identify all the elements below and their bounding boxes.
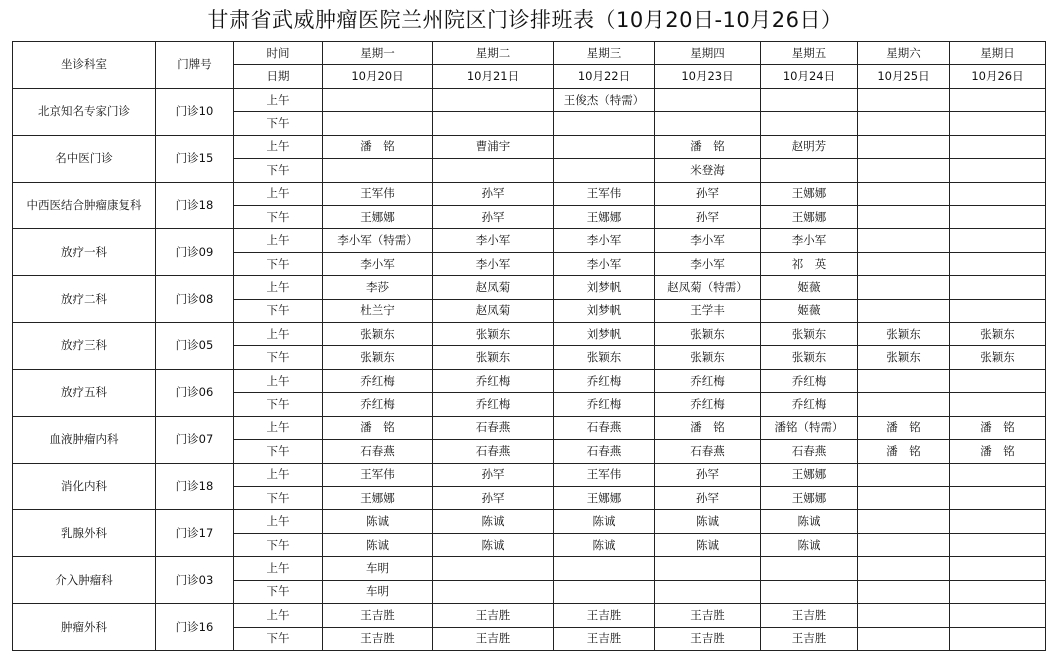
schedule-body	[13, 42, 1046, 651]
doctor-cell	[950, 229, 1046, 252]
session-label: 上午	[234, 135, 323, 158]
doctor-cell	[858, 580, 950, 603]
doctor-cell: 陈诚	[761, 510, 858, 533]
doctor-cell	[761, 580, 858, 603]
table-row	[13, 510, 1046, 533]
doctor-cell: 王军伟	[323, 182, 433, 205]
session-label: 下午	[234, 299, 323, 322]
doctor-cell: 乔红梅	[554, 393, 655, 416]
doctor-cell: 王娜娜	[554, 205, 655, 228]
doctor-cell	[950, 276, 1046, 299]
doctor-cell	[323, 88, 433, 111]
doctor-cell	[655, 580, 761, 603]
department-name: 消化内科	[13, 463, 156, 510]
doctor-cell: 陈诚	[433, 533, 554, 556]
session-label: 上午	[234, 229, 323, 252]
doctor-cell	[433, 557, 554, 580]
header-weekday: 星期二	[433, 42, 554, 65]
doctor-cell: 李小军	[655, 252, 761, 275]
room-number: 门诊16	[156, 604, 234, 651]
doctor-cell: 潘 铭	[323, 135, 433, 158]
session-label: 下午	[234, 159, 323, 182]
doctor-cell: 乔红梅	[323, 369, 433, 392]
session-label: 下午	[234, 205, 323, 228]
header-date-value: 10月25日	[858, 65, 950, 88]
doctor-cell: 潘 铭	[655, 416, 761, 439]
doctor-cell: 王吉胜	[554, 627, 655, 650]
doctor-cell: 王娜娜	[761, 463, 858, 486]
header-date-value: 10月21日	[433, 65, 554, 88]
doctor-cell: 乔红梅	[761, 369, 858, 392]
header-row-weekdays	[13, 42, 1046, 65]
doctor-cell: 张颖东	[858, 323, 950, 346]
doctor-cell: 张颖东	[858, 346, 950, 369]
doctor-cell	[950, 393, 1046, 416]
table-row	[13, 229, 1046, 252]
doctor-cell: 张颖东	[761, 323, 858, 346]
doctor-cell	[950, 252, 1046, 275]
doctor-cell: 姬薇	[761, 299, 858, 322]
table-row	[13, 135, 1046, 158]
doctor-cell: 王吉胜	[323, 604, 433, 627]
doctor-cell: 孙罕	[655, 487, 761, 510]
doctor-cell: 王娜娜	[323, 205, 433, 228]
doctor-cell	[655, 112, 761, 135]
session-label: 下午	[234, 393, 323, 416]
header-weekday: 星期一	[323, 42, 433, 65]
doctor-cell: 石春燕	[655, 440, 761, 463]
doctor-cell: 姬薇	[761, 276, 858, 299]
doctor-cell: 张颖东	[554, 346, 655, 369]
doctor-cell	[858, 112, 950, 135]
table-row	[13, 276, 1046, 299]
doctor-cell: 陈诚	[554, 533, 655, 556]
room-number: 门诊03	[156, 557, 234, 604]
doctor-cell	[761, 88, 858, 111]
doctor-cell: 曹浦宇	[433, 135, 554, 158]
room-number: 门诊15	[156, 135, 234, 182]
doctor-cell: 陈诚	[655, 510, 761, 533]
room-number: 门诊06	[156, 369, 234, 416]
doctor-cell: 陈诚	[323, 533, 433, 556]
doctor-cell: 李小军	[554, 252, 655, 275]
doctor-cell: 潘 铭	[950, 440, 1046, 463]
doctor-cell: 米登海	[655, 159, 761, 182]
session-label: 上午	[234, 88, 323, 111]
doctor-cell: 王吉胜	[433, 604, 554, 627]
doctor-cell	[950, 533, 1046, 556]
session-label: 下午	[234, 627, 323, 650]
table-row	[13, 88, 1046, 111]
session-label: 上午	[234, 323, 323, 346]
doctor-cell: 乔红梅	[655, 393, 761, 416]
doctor-cell	[858, 557, 950, 580]
doctor-cell: 李小军	[655, 229, 761, 252]
room-number: 门诊07	[156, 416, 234, 463]
doctor-cell	[761, 557, 858, 580]
doctor-cell: 王娜娜	[761, 182, 858, 205]
doctor-cell: 王娜娜	[761, 487, 858, 510]
doctor-cell: 潘 铭	[858, 416, 950, 439]
department-name: 名中医门诊	[13, 135, 156, 182]
doctor-cell	[950, 510, 1046, 533]
doctor-cell: 李小军	[554, 229, 655, 252]
doctor-cell	[858, 510, 950, 533]
header-weekday: 星期三	[554, 42, 655, 65]
doctor-cell: 孙罕	[655, 182, 761, 205]
doctor-cell: 陈诚	[554, 510, 655, 533]
doctor-cell	[858, 182, 950, 205]
doctor-cell	[950, 580, 1046, 603]
header-department: 坐诊科室	[13, 42, 156, 89]
doctor-cell	[950, 159, 1046, 182]
session-label: 下午	[234, 580, 323, 603]
table-row	[13, 182, 1046, 205]
doctor-cell: 张颖东	[323, 323, 433, 346]
doctor-cell	[858, 205, 950, 228]
session-label: 下午	[234, 533, 323, 556]
doctor-cell: 王吉胜	[761, 627, 858, 650]
doctor-cell: 张颖东	[323, 346, 433, 369]
doctor-cell: 张颖东	[655, 346, 761, 369]
session-label: 下午	[234, 487, 323, 510]
doctor-cell: 李小军	[761, 229, 858, 252]
doctor-cell: 乔红梅	[554, 369, 655, 392]
doctor-cell	[950, 463, 1046, 486]
table-row	[13, 604, 1046, 627]
table-row	[13, 323, 1046, 346]
session-label: 下午	[234, 112, 323, 135]
doctor-cell: 祁 英	[761, 252, 858, 275]
doctor-cell	[433, 580, 554, 603]
doctor-cell: 李小军（特需）	[323, 229, 433, 252]
doctor-cell	[950, 205, 1046, 228]
session-label: 下午	[234, 346, 323, 369]
doctor-cell	[433, 159, 554, 182]
doctor-cell: 孙罕	[433, 487, 554, 510]
doctor-cell: 乔红梅	[761, 393, 858, 416]
doctor-cell	[761, 112, 858, 135]
room-number: 门诊18	[156, 182, 234, 229]
header-date: 日期	[234, 65, 323, 88]
doctor-cell: 潘铭（特需）	[761, 416, 858, 439]
doctor-cell	[950, 112, 1046, 135]
doctor-cell: 王吉胜	[323, 627, 433, 650]
doctor-cell: 王娜娜	[761, 205, 858, 228]
doctor-cell	[858, 299, 950, 322]
doctor-cell	[858, 276, 950, 299]
department-name: 放疗五科	[13, 369, 156, 416]
doctor-cell: 潘 铭	[323, 416, 433, 439]
doctor-cell	[858, 463, 950, 486]
doctor-cell	[554, 580, 655, 603]
doctor-cell: 王军伟	[554, 463, 655, 486]
doctor-cell: 李小军	[433, 252, 554, 275]
doctor-cell: 乔红梅	[433, 393, 554, 416]
doctor-cell: 王俊杰（特需）	[554, 88, 655, 111]
doctor-cell: 石春燕	[433, 440, 554, 463]
doctor-cell	[858, 135, 950, 158]
doctor-cell: 张颖东	[950, 323, 1046, 346]
department-name: 肿瘤外科	[13, 604, 156, 651]
room-number: 门诊09	[156, 229, 234, 276]
doctor-cell: 李小军	[433, 229, 554, 252]
header-weekday: 星期六	[858, 42, 950, 65]
doctor-cell: 王吉胜	[761, 604, 858, 627]
doctor-cell: 刘梦帆	[554, 299, 655, 322]
doctor-cell	[858, 533, 950, 556]
session-label: 上午	[234, 416, 323, 439]
session-label: 上午	[234, 463, 323, 486]
room-number: 门诊10	[156, 88, 234, 135]
doctor-cell: 车明	[323, 580, 433, 603]
doctor-cell: 王吉胜	[655, 604, 761, 627]
doctor-cell	[433, 112, 554, 135]
header-weekday: 星期四	[655, 42, 761, 65]
room-number: 门诊18	[156, 463, 234, 510]
doctor-cell: 赵凤菊（特需）	[655, 276, 761, 299]
session-label: 下午	[234, 440, 323, 463]
doctor-cell: 孙罕	[655, 463, 761, 486]
table-row	[13, 416, 1046, 439]
doctor-cell: 王学丰	[655, 299, 761, 322]
doctor-cell: 王吉胜	[554, 604, 655, 627]
doctor-cell	[554, 135, 655, 158]
doctor-cell	[858, 487, 950, 510]
session-label: 上午	[234, 510, 323, 533]
doctor-cell	[858, 369, 950, 392]
doctor-cell: 潘 铭	[655, 135, 761, 158]
header-date-value: 10月24日	[761, 65, 858, 88]
doctor-cell	[433, 88, 554, 111]
session-label: 上午	[234, 604, 323, 627]
doctor-cell	[950, 88, 1046, 111]
page-title: 甘肃省武威肿瘤医院兰州院区门诊排班表（10月20日-10月26日）	[207, 8, 843, 32]
doctor-cell	[554, 112, 655, 135]
department-name: 放疗一科	[13, 229, 156, 276]
doctor-cell: 石春燕	[554, 416, 655, 439]
doctor-cell	[655, 557, 761, 580]
department-name: 介入肿瘤科	[13, 557, 156, 604]
session-label: 上午	[234, 369, 323, 392]
room-number: 门诊05	[156, 323, 234, 370]
session-label: 上午	[234, 182, 323, 205]
session-label: 上午	[234, 276, 323, 299]
department-name: 放疗三科	[13, 323, 156, 370]
doctor-cell: 乔红梅	[323, 393, 433, 416]
doctor-cell	[858, 627, 950, 650]
doctor-cell: 王娜娜	[554, 487, 655, 510]
doctor-cell: 王吉胜	[433, 627, 554, 650]
header-date-value: 10月22日	[554, 65, 655, 88]
doctor-cell	[323, 112, 433, 135]
doctor-cell: 杜兰宁	[323, 299, 433, 322]
doctor-cell	[950, 557, 1046, 580]
schedule-table	[12, 41, 1046, 651]
doctor-cell	[858, 88, 950, 111]
doctor-cell: 石春燕	[433, 416, 554, 439]
doctor-cell	[858, 159, 950, 182]
doctor-cell	[858, 393, 950, 416]
doctor-cell: 刘梦帆	[554, 276, 655, 299]
table-row	[13, 463, 1046, 486]
doctor-cell	[554, 557, 655, 580]
header-time: 时间	[234, 42, 323, 65]
doctor-cell	[655, 88, 761, 111]
department-name: 放疗二科	[13, 276, 156, 323]
doctor-cell: 张颖东	[433, 323, 554, 346]
doctor-cell: 石春燕	[323, 440, 433, 463]
doctor-cell: 赵凤菊	[433, 299, 554, 322]
doctor-cell: 张颖东	[950, 346, 1046, 369]
session-label: 下午	[234, 252, 323, 275]
doctor-cell: 潘 铭	[858, 440, 950, 463]
doctor-cell: 王吉胜	[655, 627, 761, 650]
department-name: 中西医结合肿瘤康复科	[13, 182, 156, 229]
room-number: 门诊08	[156, 276, 234, 323]
doctor-cell: 乔红梅	[433, 369, 554, 392]
doctor-cell	[858, 604, 950, 627]
room-number: 门诊17	[156, 510, 234, 557]
doctor-cell: 张颖东	[655, 323, 761, 346]
doctor-cell	[858, 229, 950, 252]
doctor-cell	[950, 369, 1046, 392]
doctor-cell: 潘 铭	[950, 416, 1046, 439]
doctor-cell: 王军伟	[323, 463, 433, 486]
doctor-cell: 赵凤菊	[433, 276, 554, 299]
doctor-cell: 张颖东	[433, 346, 554, 369]
header-weekday: 星期五	[761, 42, 858, 65]
doctor-cell	[950, 299, 1046, 322]
header-weekday: 星期日	[950, 42, 1046, 65]
doctor-cell	[950, 627, 1046, 650]
doctor-cell: 石春燕	[554, 440, 655, 463]
doctor-cell	[858, 252, 950, 275]
header-date-value: 10月23日	[655, 65, 761, 88]
doctor-cell: 孙罕	[655, 205, 761, 228]
doctor-cell: 车明	[323, 557, 433, 580]
doctor-cell: 刘梦帆	[554, 323, 655, 346]
doctor-cell: 孙罕	[433, 463, 554, 486]
doctor-cell	[950, 182, 1046, 205]
header-room: 门牌号	[156, 42, 234, 89]
doctor-cell	[950, 604, 1046, 627]
doctor-cell: 赵明芳	[761, 135, 858, 158]
doctor-cell	[761, 159, 858, 182]
doctor-cell	[554, 159, 655, 182]
session-label: 上午	[234, 557, 323, 580]
table-row	[13, 369, 1046, 392]
header-date-value: 10月20日	[323, 65, 433, 88]
doctor-cell	[950, 135, 1046, 158]
doctor-cell: 陈诚	[655, 533, 761, 556]
doctor-cell: 王军伟	[554, 182, 655, 205]
doctor-cell: 孙罕	[433, 205, 554, 228]
doctor-cell: 王娜娜	[323, 487, 433, 510]
header-date-value: 10月26日	[950, 65, 1046, 88]
doctor-cell	[950, 487, 1046, 510]
doctor-cell: 陈诚	[323, 510, 433, 533]
doctor-cell: 陈诚	[433, 510, 554, 533]
doctor-cell: 张颖东	[761, 346, 858, 369]
doctor-cell: 石春燕	[761, 440, 858, 463]
doctor-cell: 李莎	[323, 276, 433, 299]
doctor-cell: 乔红梅	[655, 369, 761, 392]
department-name: 血液肿瘤内科	[13, 416, 156, 463]
table-row	[13, 557, 1046, 580]
department-name: 乳腺外科	[13, 510, 156, 557]
doctor-cell: 陈诚	[761, 533, 858, 556]
department-name: 北京知名专家门诊	[13, 88, 156, 135]
doctor-cell: 李小军	[323, 252, 433, 275]
doctor-cell: 孙罕	[433, 182, 554, 205]
doctor-cell	[323, 159, 433, 182]
